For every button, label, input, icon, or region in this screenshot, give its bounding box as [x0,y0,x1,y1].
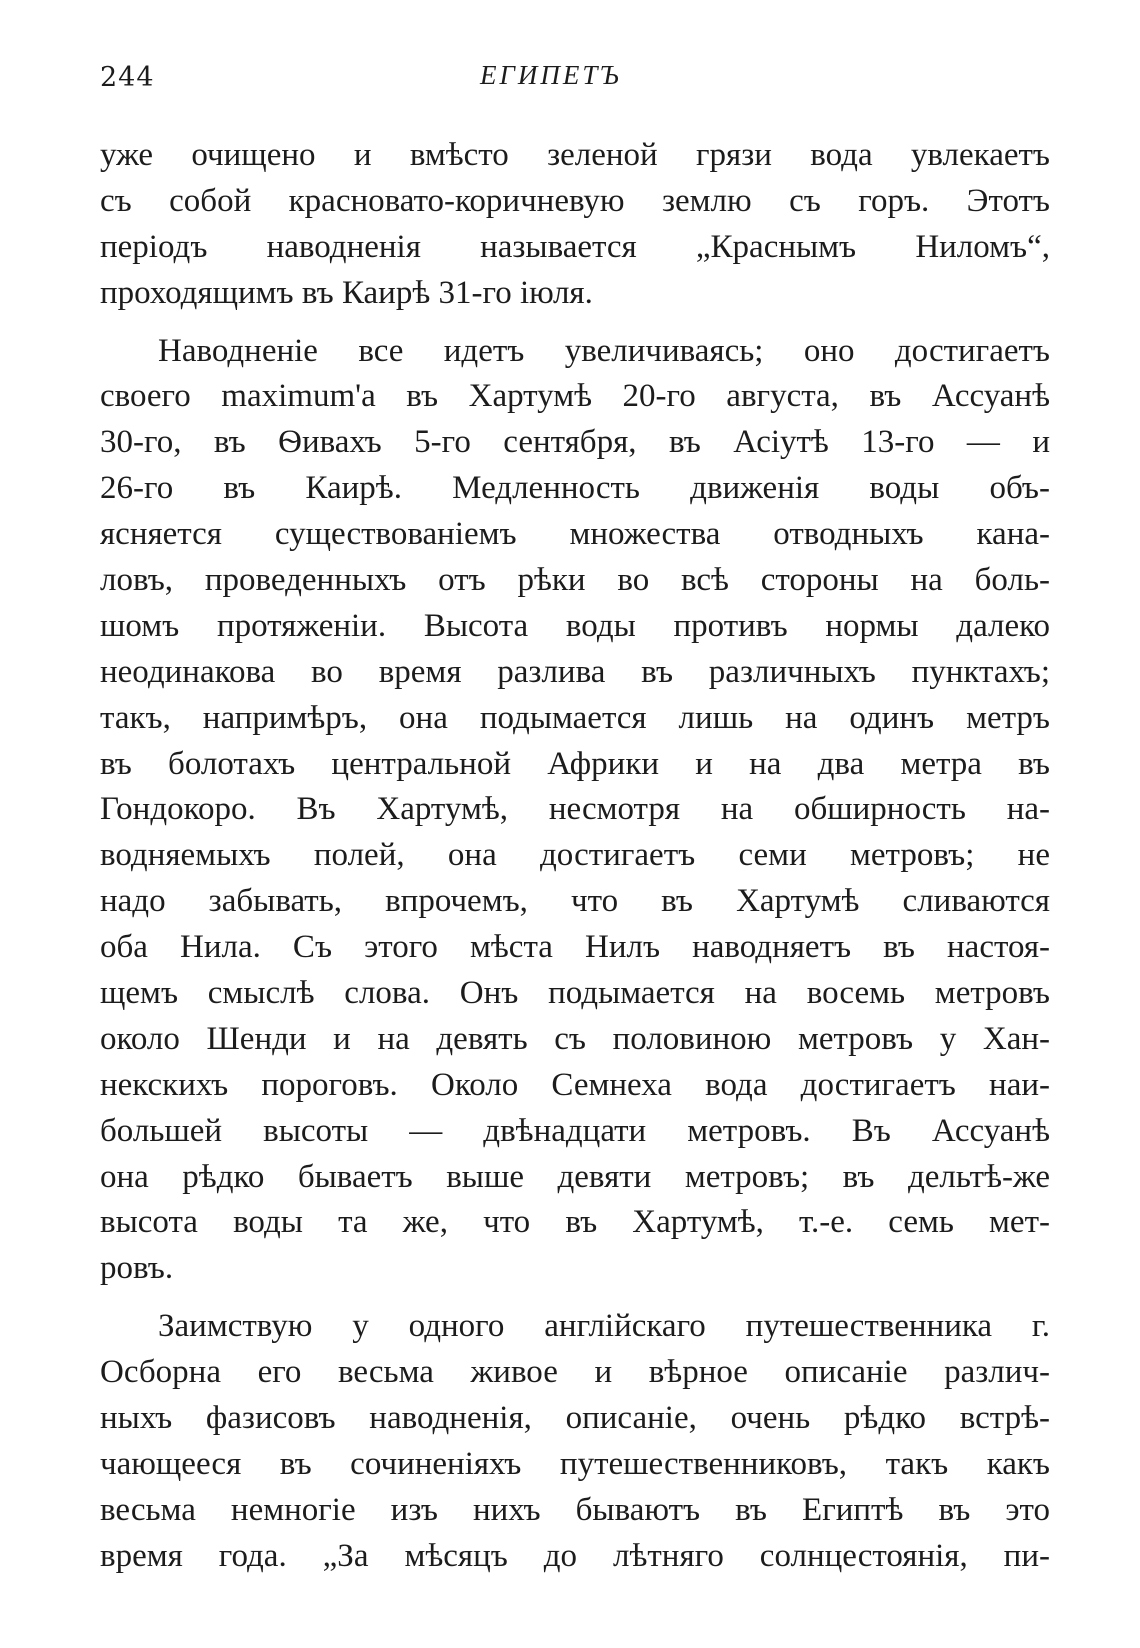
text-line: высота воды та же, что въ Хартумѣ, т.-е. семь мет- [100,1204,1050,1241]
text-line: въ болотахъ центральной Африки и на два метра въ [100,745,1050,782]
text-line: оба Нила. Съ этого мѣста Нилъ наводняетъ въ настоя- [100,929,1050,966]
paragraph-3 [100,1304,1050,1579]
text-line: около Шенди и на девять съ половиною метровъ у Хан- [100,1020,1050,1057]
text-line: ясняется существованіемъ множества отводныхъ кана- [100,516,1050,553]
page-header [100,56,1050,106]
text-line: ровъ. [100,1250,174,1287]
text-line: щемъ смыслѣ слова. Онъ подымается на восемь метровъ [100,975,1050,1012]
body-text [100,133,1050,1580]
page-number: 244 [100,62,155,93]
text-line: Наводненіе все идетъ увеличиваясь; оно достигаетъ [158,332,1050,369]
text-line: весьма немногіе изъ нихъ бываютъ въ Египтѣ въ это [100,1491,1050,1528]
text-line: водняемыхъ полей, она достигаетъ семи метровъ; не [100,837,1050,874]
running-title: ЕГИПЕТЪ [480,60,622,90]
text-line: ныхъ фазисовъ наводненія, описаніе, очень рѣдко встрѣ- [100,1400,1050,1437]
text-line: 30-го, въ Ѳивахъ 5-го сентября, въ Асіутѣ 13-го — и [100,424,1050,461]
text-line: большей высоты — двѣнадцати метровъ. Въ Ассуанѣ [100,1112,1050,1149]
paragraph-2 [100,329,1050,1293]
text-line: Осборна его весьма живое и вѣрное описаніе различ- [100,1354,1050,1391]
text-line: шомъ протяженіи. Высота воды противъ нормы далеко [100,607,1050,644]
text-line: Заимствую у одного англійскаго путешественника г. [158,1308,1050,1345]
paragraph-1 [100,133,1050,317]
text-line: періодъ наводненія называется „Краснымъ Ниломъ“, [100,228,1050,265]
text-line: некскихъ пороговъ. Около Семнеха вода достигаетъ наи- [100,1066,1050,1103]
text-line: проходящимъ въ Каирѣ 31-го іюля. [100,274,593,311]
text-line: время года. „За мѣсяцъ до лѣтняго солнцестоянія, пи- [100,1537,1050,1574]
text-line: такъ, напримѣръ, она подымается лишь на одинъ метръ [100,699,1050,736]
text-line: Гондокоро. Въ Хартумѣ, несмотря на обширность на- [100,791,1050,828]
text-line: ловъ, проведенныхъ отъ рѣки во всѣ стороны на боль- [100,562,1050,599]
text-line: 26-го въ Каирѣ. Медленность движенія воды объ- [100,470,1050,507]
text-line: уже очищено и вмѣсто зеленой грязи вода увлекаетъ [100,137,1050,173]
text-line: чающееся въ сочиненіяхъ путешественниковъ, такъ какъ [100,1445,1050,1482]
text-line: надо забывать, впрочемъ, что въ Хартумѣ сливаются [100,883,1050,920]
text-line: съ собой красновато-коричневую землю съ горъ. Этотъ [100,182,1050,219]
text-line: неодинакова во время разлива въ различныхъ пунктахъ; [100,653,1050,690]
text-line: она рѣдко бываетъ выше девяти метровъ; въ дельтѣ-же [100,1158,1050,1195]
text-line: своего maximum'а въ Хартумѣ 20-го августа, въ Ассуанѣ [100,378,1050,415]
